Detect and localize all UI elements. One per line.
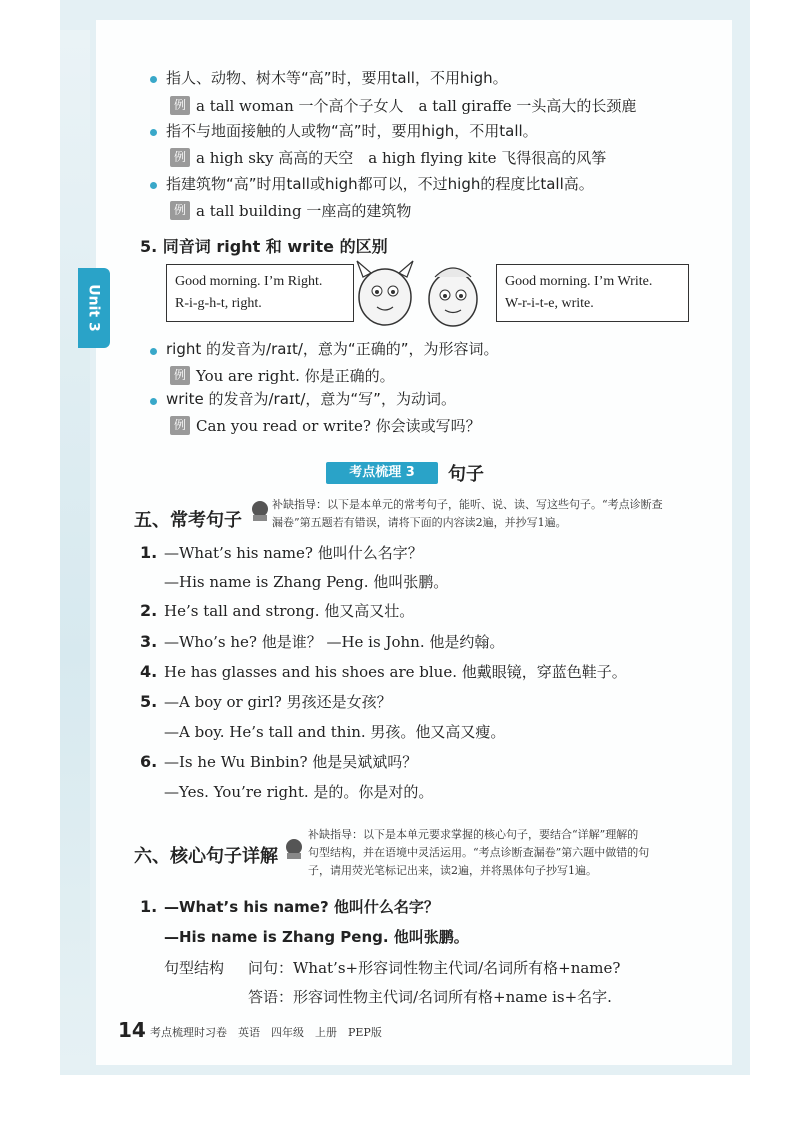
core-sentences-heading: 六、核心句子详解	[134, 846, 278, 867]
unit-tab	[78, 268, 110, 348]
footer-text: 考点梳理时习卷 英语 四年级 上册 PEP版	[150, 1026, 382, 1039]
common-sentences-heading: 五、常考句子	[134, 510, 242, 531]
bullet-icon	[150, 76, 157, 83]
sentence-line: —What’s his name? 他叫什么名字？	[164, 544, 423, 562]
answer-pattern: 答语：形容词性物主代词/名词所有格+name is+名字.	[248, 988, 612, 1006]
example-badge: 例	[170, 96, 190, 115]
bubble-line: Good morning. I’m Write.	[505, 274, 653, 289]
bubble-line: W-r-i-t-e, write.	[505, 296, 594, 311]
speech-bubble-left	[166, 264, 354, 322]
example-badge: 例	[170, 201, 190, 220]
core-question: —What’s his name? 他叫什么名字？	[164, 898, 439, 916]
bubble-line: R-i-g-h-t, right.	[175, 296, 262, 311]
structure-label: 句型结构	[164, 959, 225, 977]
sentence-line: He’s tall and strong. 他又高又壮。	[164, 602, 415, 620]
sentence-line: He has glasses and his shoes are blue. 他戴眼镜，穿蓝色鞋子。	[164, 663, 627, 681]
tip-text: 句型结构，并在语境中灵活运用。“考点诊断查漏卷”第六题中做错的句	[308, 846, 650, 859]
pencil-character-icon	[248, 498, 272, 524]
tip-text: 漏卷”第五题若有错误，请将下面的内容读2遍，并抄写1遍。	[272, 516, 567, 529]
section-heading: 5. 同音词 right 和 write 的区别	[140, 237, 388, 256]
item-number: 5.	[140, 692, 158, 711]
page-bottom-margin	[60, 1075, 750, 1130]
example-badge: 例	[170, 416, 190, 435]
rule-text: 指建筑物“高”时用tall或high都可以，不过high的程度比tall高。	[166, 175, 594, 193]
question-pattern: 问句：What’s+形容词性物主代词/名词所有格+name?	[248, 959, 621, 977]
rule-text: write 的发音为/raɪt/，意为“写”，为动词。	[166, 390, 456, 408]
sentence-line: —His name is Zhang Peng. 他叫张鹏。	[164, 573, 449, 591]
pencil-character-icon	[282, 836, 306, 862]
tip-text: 补缺指导：以下是本单元的常考句子，能听、说、读、写这些句子。“考点诊断查	[272, 498, 663, 511]
bubble-line: Good morning. I’m Right.	[175, 274, 323, 289]
bullet-icon	[150, 129, 157, 136]
section-title: 句子	[448, 464, 484, 485]
section-badge: 考点梳理 3	[326, 462, 438, 484]
example-badge: 例	[170, 148, 190, 167]
example-text: a tall building 一座高的建筑物	[196, 202, 412, 220]
speech-bubble-right	[496, 264, 689, 322]
unit-tab-label: Unit 3	[86, 284, 103, 332]
item-number: 6.	[140, 752, 158, 771]
monster-left-icon	[357, 261, 413, 325]
sentence-line: —Who’s he? 他是谁？ —He is John. 他是约翰。	[164, 633, 505, 651]
example-text: Can you read or write? 你会读或写吗？	[196, 417, 481, 435]
side-strip	[60, 30, 90, 1070]
page-number: 14	[118, 1018, 146, 1042]
rule-text: right 的发音为/raɪt/，意为“正确的”，为形容词。	[166, 340, 499, 358]
bullet-icon	[150, 398, 157, 405]
item-number: 3.	[140, 632, 158, 651]
example-text: You are right. 你是正确的。	[196, 367, 395, 385]
sentence-line: —Is he Wu Binbin? 他是吴斌斌吗？	[164, 753, 418, 771]
item-number: 2.	[140, 601, 158, 620]
item-number: 1.	[140, 897, 158, 916]
rule-text: 指不与地面接触的人或物“高”时，要用high，不用tall。	[166, 122, 538, 140]
example-badge: 例	[170, 366, 190, 385]
item-number: 1.	[140, 543, 158, 562]
example-text: a high sky 高高的天空 a high flying kite 飞得很高的风筝	[196, 149, 607, 167]
example-text: a tall woman 一个高个子女人 a tall giraffe 一头高大的长颈鹿	[196, 97, 637, 115]
bullet-icon	[150, 182, 157, 189]
tip-text: 子，请用荧光笔标记出来，读2遍，并将黑体句子抄写1遍。	[308, 864, 597, 877]
sentence-line: —A boy. He’s tall and thin. 男孩。他又高又瘦。	[164, 723, 506, 741]
core-answer: —His name is Zhang Peng. 他叫张鹏。	[164, 928, 469, 946]
monster-right-icon	[429, 268, 477, 326]
cartoon-characters	[345, 255, 495, 335]
bullet-icon	[150, 348, 157, 355]
sentence-line: —A boy or girl? 男孩还是女孩？	[164, 693, 392, 711]
item-number: 4.	[140, 662, 158, 681]
rule-text: 指人、动物、树木等“高”时，要用tall，不用high。	[166, 69, 508, 87]
tip-text: 补缺指导：以下是本单元要求掌握的核心句子，要结合“详解”理解的	[308, 828, 639, 841]
sentence-line: —Yes. You’re right. 是的。你是对的。	[164, 783, 434, 801]
